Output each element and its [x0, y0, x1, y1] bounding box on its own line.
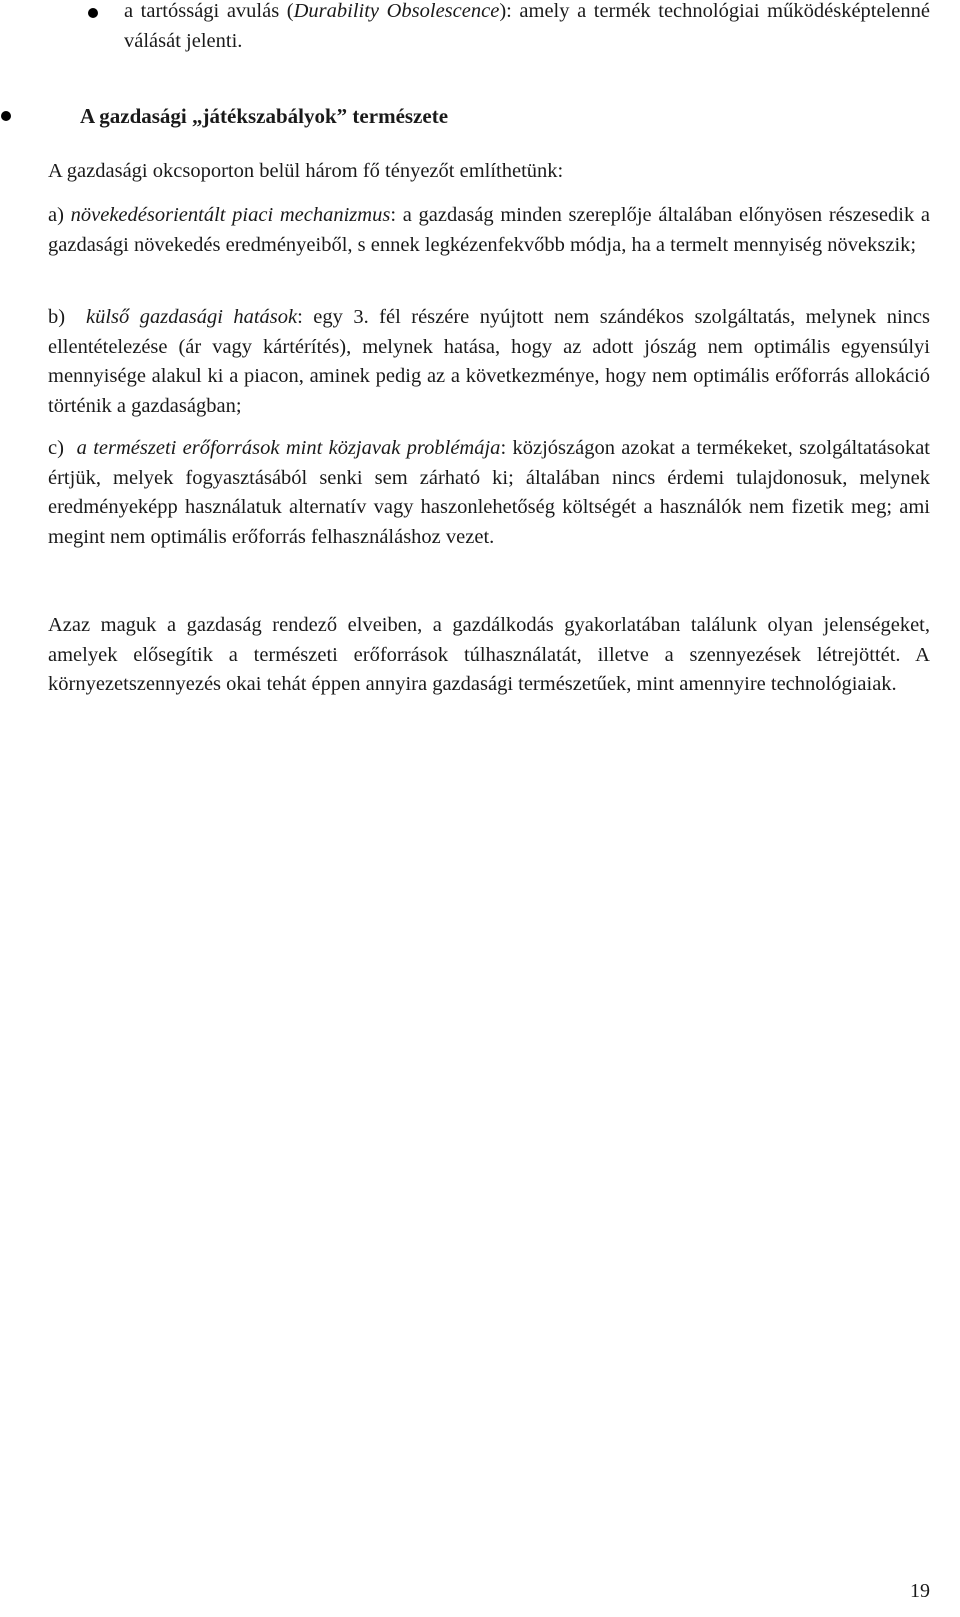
item-text: : a gazdaság minden szereplője általában előnyösen részesedik a gazdasági növekedés eredményeiből, s ennek legkézenfekvőbb módja, ha a termelt mennyiség növekszik; — [48, 204, 931, 256]
list-item-a — [48, 201, 930, 260]
item-italic-term: külső gazdasági hatások — [86, 306, 298, 328]
page-number: 19 — [910, 1580, 930, 1602]
bullet-icon — [1, 111, 11, 121]
item-italic-term: növekedésorientált piaci mechanizmus — [70, 204, 391, 226]
item-text-before: a tartóssági avulás ( — [124, 0, 294, 22]
list-item-c — [48, 434, 930, 552]
item-text: : egy 3. fél részére nyújtott nem szándékos szolgáltatás, melynek nincs ellentételezése (ár vagy kártérítés), melynek hatása, hogy az adott jószág nem optimális egyensúlyi mennyisége alakul ki a piacon, aminek pedig az a következménye, hogy nem optimális erőforrás allokáció történik a gazdaságban; — [48, 306, 930, 417]
bullet-icon — [88, 8, 98, 18]
conclusion-paragraph: Azaz maguk a gazdaság rendező elveiben, a gazdálkodás gyakorlatában találunk olyan jelenségeket, amelyek elősegítik a természeti erőforrások túlhasználatát, illetve a szennyezések létrejöttét. A környezetszennyezés okai tehát éppen annyira gazdasági természetűek, mint amennyire technológiaiak. — [48, 614, 930, 695]
item-italic-term: a természeti erőforrások mint közjavak problémája — [76, 437, 501, 459]
section-heading: A gazdasági „játékszabályok” természete — [80, 104, 449, 128]
item-marker: a) — [48, 204, 64, 226]
item-marker: c) — [48, 437, 64, 459]
list-item-b — [48, 303, 930, 421]
intro-paragraph: A gazdasági okcsoporton belül három fő tényezőt említhetünk: — [48, 160, 564, 182]
item-marker: b) — [48, 306, 66, 328]
item-text: : közjószágon azokat a termékeket, szolgáltatásokat értjük, melyek fogyasztásából senki sem zárható ki; általában nincs érdemi tulajdonosuk, melynek eredményeképp használatuk alternatív vagy haszonlehetőség költségét a használók nem fizetik meg; ami megint nem optimális erőforrás felhasználáshoz vezet. — [48, 437, 931, 548]
durability-obsolescence-item — [124, 0, 930, 56]
item-italic-term: Durability Obsolescence — [293, 0, 500, 22]
item-text-after: ): amely a termék technológiai működésképtelenné válását jelenti. — [124, 0, 930, 52]
